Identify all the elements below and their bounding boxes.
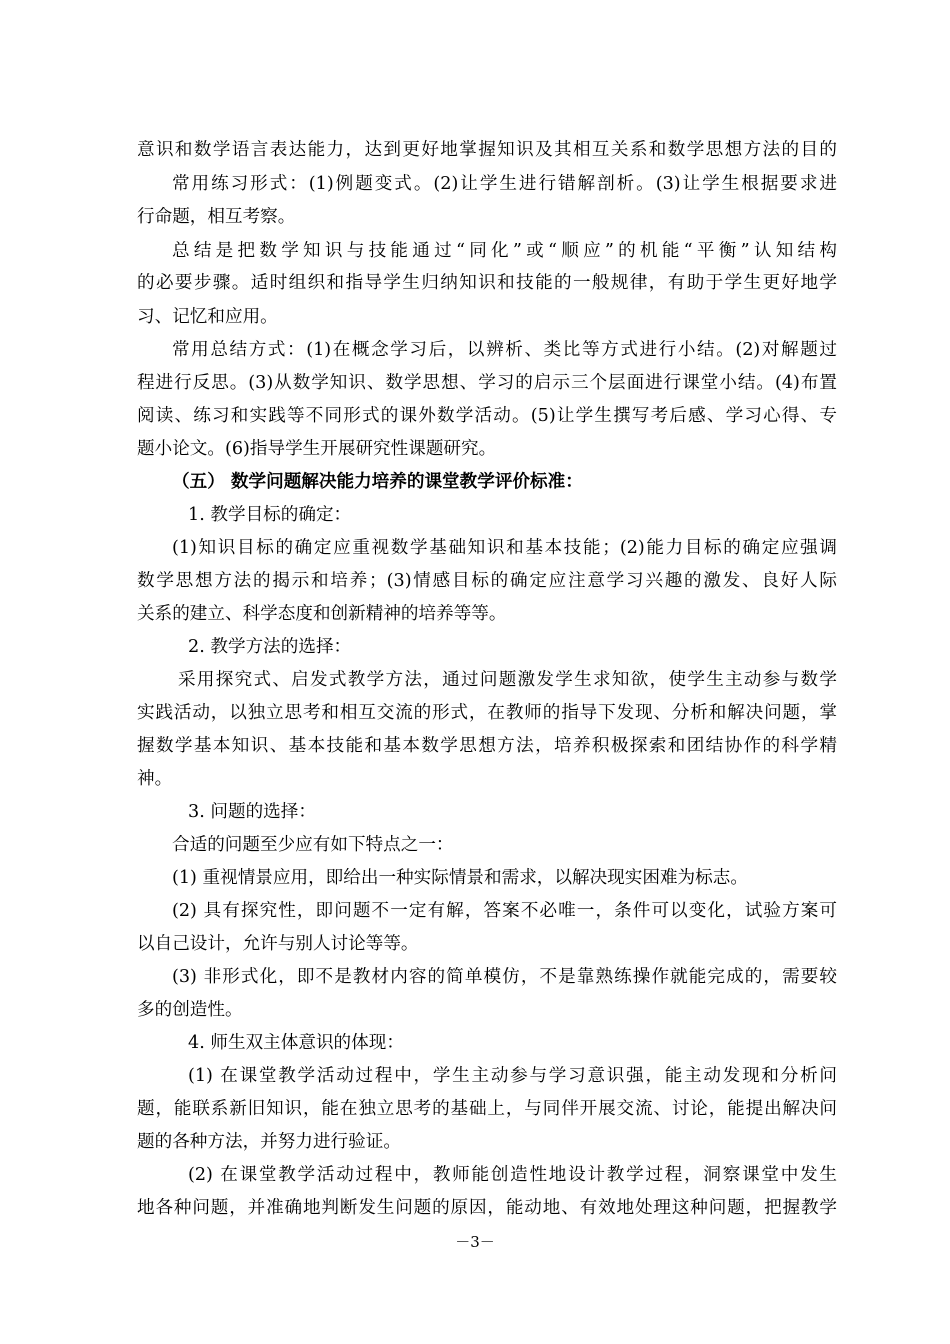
paragraph-line: 以自己设计，允许与别人讨论等等。: [137, 934, 419, 954]
section-heading: （五） 数学问题解决能力培养的课堂教学评价标准：: [172, 471, 583, 492]
paragraph-line: 意识和数学语言表达能力，达到更好地掌握知识及其相互关系和数学思想方法的目的: [137, 140, 837, 160]
paragraph-line: (3) 非形式化，即不是教材内容的简单模仿，不是靠熟练操作就能完成的，需要较: [172, 967, 837, 987]
paragraph-line: (1) 重视情景应用，即给出一种实际情景和需求，以解决现实困难为标志。: [172, 868, 748, 888]
paragraph-line: 关系的建立、科学态度和创新精神的培养等等。: [137, 604, 507, 624]
paragraph-line: 的必要步骤。适时组织和指导学生归纳知识和技能的一般规律，有助于学生更好地学: [137, 273, 837, 293]
paragraph-line: 行命题，相互考察。: [137, 207, 296, 227]
paragraph-line: (1)知识目标的确定应重视数学基础知识和基本技能；(2)能力目标的确定应强调: [172, 538, 837, 558]
paragraph-line: 地各种问题，并准确地判断发生问题的原因，能动地、有效地处理这种问题，把握教学: [137, 1198, 837, 1218]
paragraph-line: 多的创造性。: [137, 1000, 243, 1020]
paragraph-line: 实践活动，以独立思考和相互交流的形式，在教师的指导下发现、分析和解决问题，掌: [137, 703, 837, 723]
paragraph-line: 神。: [137, 769, 173, 789]
paragraph-line: 题小论文。(6)指导学生开展研究性课题研究。: [137, 439, 497, 459]
paragraph-line: 阅读、练习和实践等不同形式的课外数学活动。(5)让学生撰写考后感、学习心得、专: [137, 406, 837, 426]
paragraph-line: 程进行反思。(3)从数学知识、数学思想、学习的启示三个层面进行课堂小结。(4)布置: [137, 373, 837, 393]
paragraph-line: 常用练习形式：(1)例题变式。(2)让学生进行错解剖析。(3)让学生根据要求进: [172, 174, 837, 194]
paragraph-line: 总结是把数学知识与技能通过“同化”或“顺应”的机能“平衡”认知结构: [172, 241, 837, 261]
paragraph-line: 习、记忆和应用。: [137, 307, 278, 327]
paragraph-line: 采用探究式、启发式教学方法，通过问题激发学生求知欲，使学生主动参与数学: [178, 670, 837, 690]
page-number: －3－: [455, 1233, 495, 1251]
paragraph-line: (2) 具有探究性，即问题不一定有解，答案不必唯一，条件可以变化，试验方案可: [172, 901, 837, 921]
subsection-heading: 4. 师生双主体意识的体现：: [188, 1033, 404, 1053]
paragraph-line: 题的各种方法，并努力进行验证。: [137, 1132, 401, 1152]
subsection-heading: 3. 问题的选择：: [188, 802, 316, 822]
paragraph-line: 题，能联系新旧知识，能在独立思考的基础上，与同伴开展交流、讨论，能提出解决问: [137, 1099, 837, 1119]
subsection-heading: 1. 教学目标的确定：: [188, 505, 352, 525]
paragraph-line: (2) 在课堂教学活动过程中，教师能创造性地设计教学过程，洞察课堂中发生: [188, 1165, 837, 1185]
paragraph-line: 数学思想方法的揭示和培养；(3)情感目标的确定应注意学习兴趣的激发、良好人际: [137, 571, 837, 591]
paragraph-line: (1) 在课堂教学活动过程中，学生主动参与学习意识强，能主动发现和分析问: [188, 1066, 837, 1086]
subsection-heading: 2. 教学方法的选择：: [188, 637, 352, 657]
paragraph-line: 合适的问题至少应有如下特点之一：: [172, 835, 454, 855]
paragraph-line: 常用总结方式：(1)在概念学习后，以辨析、类比等方式进行小结。(2)对解题过: [172, 340, 837, 360]
paragraph-line: 握数学基本知识、基本技能和基本数学思想方法，培养积极探索和团结协作的科学精: [137, 736, 837, 756]
